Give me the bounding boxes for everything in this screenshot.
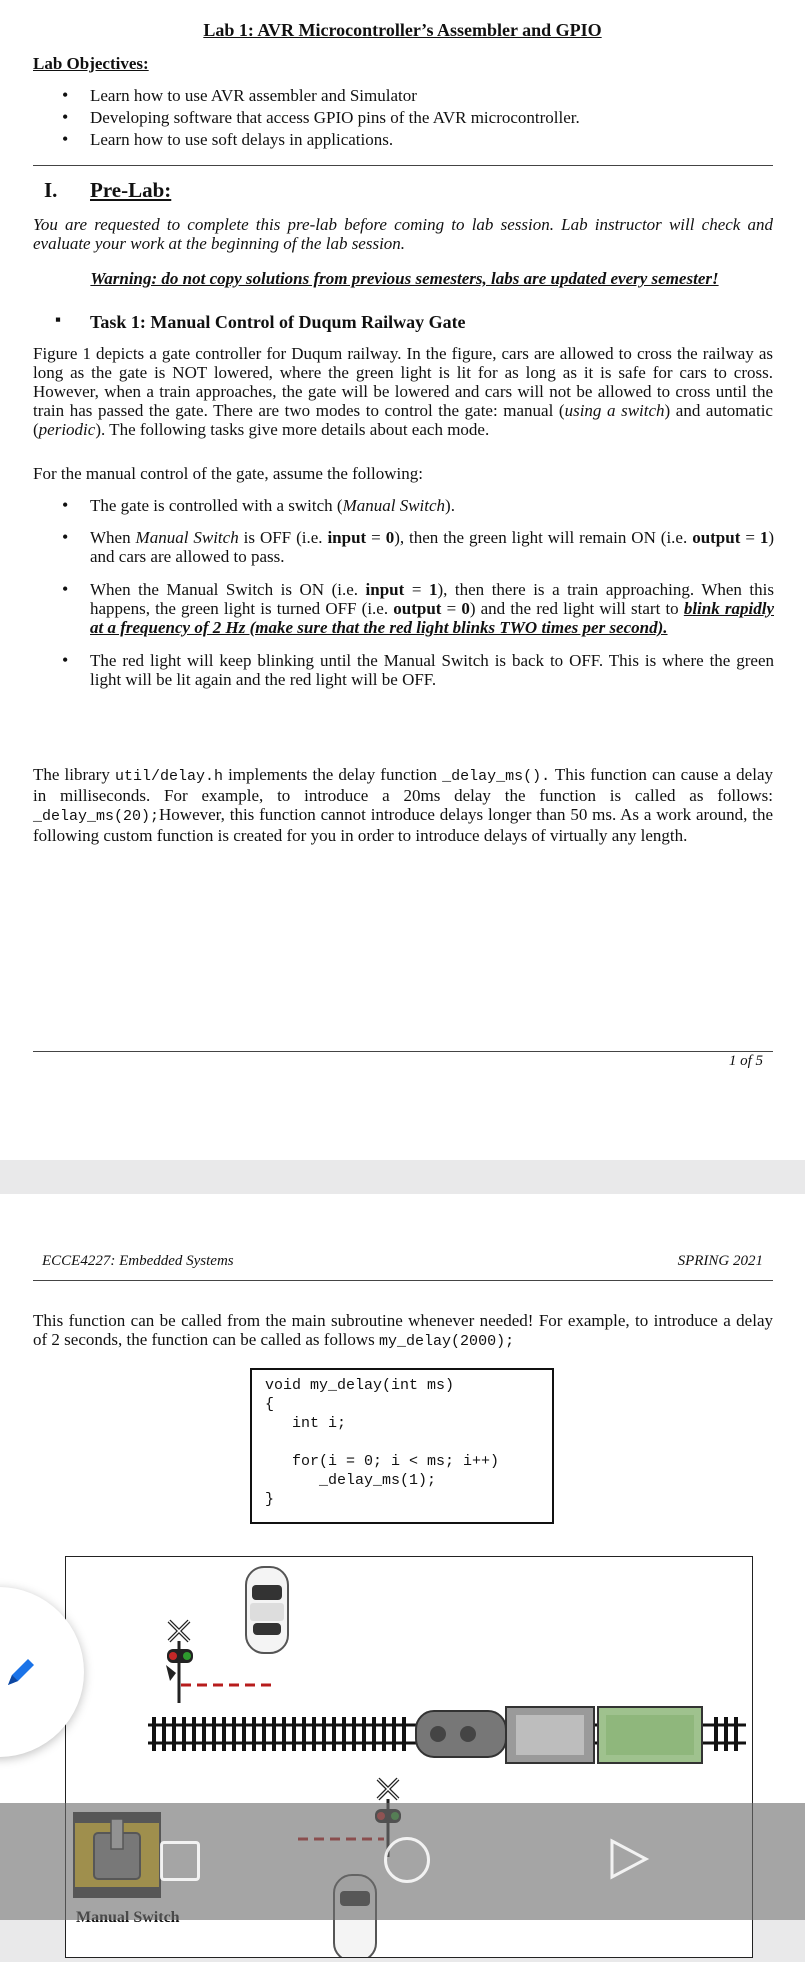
car-top-icon	[246, 1567, 288, 1653]
prelab-intro: You are requested to complete this pre-lab before coming to lab session. Lab instructor will check and evaluate your work at the beginning of the lab session.	[33, 215, 773, 253]
section-title: Pre-Lab:	[90, 178, 172, 202]
document-title: Lab 1: AVR Microcontroller’s Assembler and GPIO	[203, 20, 602, 40]
task-title: Task 1: Manual Control of Duqum Railway Gate	[90, 312, 466, 332]
objective-item: • Learn how to use soft delays in applications.	[34, 130, 774, 149]
manual-rules-list	[34, 496, 774, 693]
objectives-list	[34, 86, 774, 153]
circle-icon[interactable]	[384, 1837, 430, 1883]
warning-text: Warning: do not copy solutions from previous semesters, labs are updated every semester!	[90, 269, 719, 288]
rule-item: • The gate is controlled with a switch (Manual Switch).	[34, 496, 774, 515]
section-number: I.	[44, 178, 58, 202]
manual-intro: For the manual control of the gate, assume the following:	[33, 464, 423, 483]
objective-item: • Developing software that access GPIO pins of the AVR microcontroller.	[34, 108, 774, 127]
header-semester: SPRING 2021	[677, 1253, 763, 1269]
objective-item: • Learn how to use AVR assembler and Simulator	[34, 86, 774, 105]
rule-item: • When the Manual Switch is ON (i.e. input = 1), then there is a train approaching. When this happens, the green light is turned OFF (i.e. output = 0) and the red light will start to blink rapidly at a frequency of 2 Hz (make sure that the red light blinks TWO times per second).	[34, 580, 774, 637]
navigation-bar	[0, 1803, 805, 1920]
header-course: ECCE4227: Embedded Systems	[42, 1253, 234, 1269]
delay-paragraph: The library util/delay.h implements the delay function _delay_ms(). This function can cause a delay in milliseconds. For example, to introduce a 20ms delay the function is called as follows: _delay_ms(20);However, this function cannot introduce delays longer than 50 ms. As a work around, the following custom function is created for you in order to introduce delays of virtually any length.	[33, 765, 773, 845]
red-light-top	[169, 1652, 177, 1660]
train-icon	[416, 1707, 702, 1763]
rule-item: • The red light will keep blinking until the Manual Switch is back to OFF. This is where the green light will be lit again and the red light will be OFF.	[34, 651, 774, 689]
page-number: 1 of 5	[728, 1053, 763, 1069]
objectives-heading: Lab Objectives:	[33, 54, 149, 73]
code-box	[250, 1368, 554, 1524]
triangle-icon[interactable]	[606, 1837, 650, 1881]
square-icon[interactable]	[160, 1841, 200, 1881]
header-divider	[33, 1280, 773, 1281]
page2-intro: This function can be called from the main subroutine whenever needed! For example, to introduce a delay of 2 seconds, the function can be called as follows my_delay(2000);	[33, 1311, 773, 1350]
green-light-top	[183, 1652, 191, 1660]
divider	[33, 165, 773, 166]
code-listing: void my_delay(int ms) { int i; for(i = 0; i < ms; i++) _delay_ms(1); }	[265, 1377, 500, 1508]
task-bullet: ▪	[55, 310, 62, 329]
pencil-icon	[2, 1651, 42, 1691]
task-paragraph: Figure 1 depicts a gate controller for Duqum railway. In the figure, cars are allowed to cross the railway as long as the gate is NOT lowered, where the green light is lit for as long as it is safe for cars to cross. However, when a train approaches, the gate will be lowered and cars will not be allowed to cross until the train has passed the gate. There are two modes to control the gate: manual (using a switch) and automatic (periodic). The following tasks give more details about each mode.	[33, 344, 773, 439]
footer-divider	[33, 1051, 773, 1052]
rule-item: • When Manual Switch is OFF (i.e. input = 0), then the green light will remain ON (i.e. output = 1) and cars are allowed to pass.	[34, 528, 774, 566]
